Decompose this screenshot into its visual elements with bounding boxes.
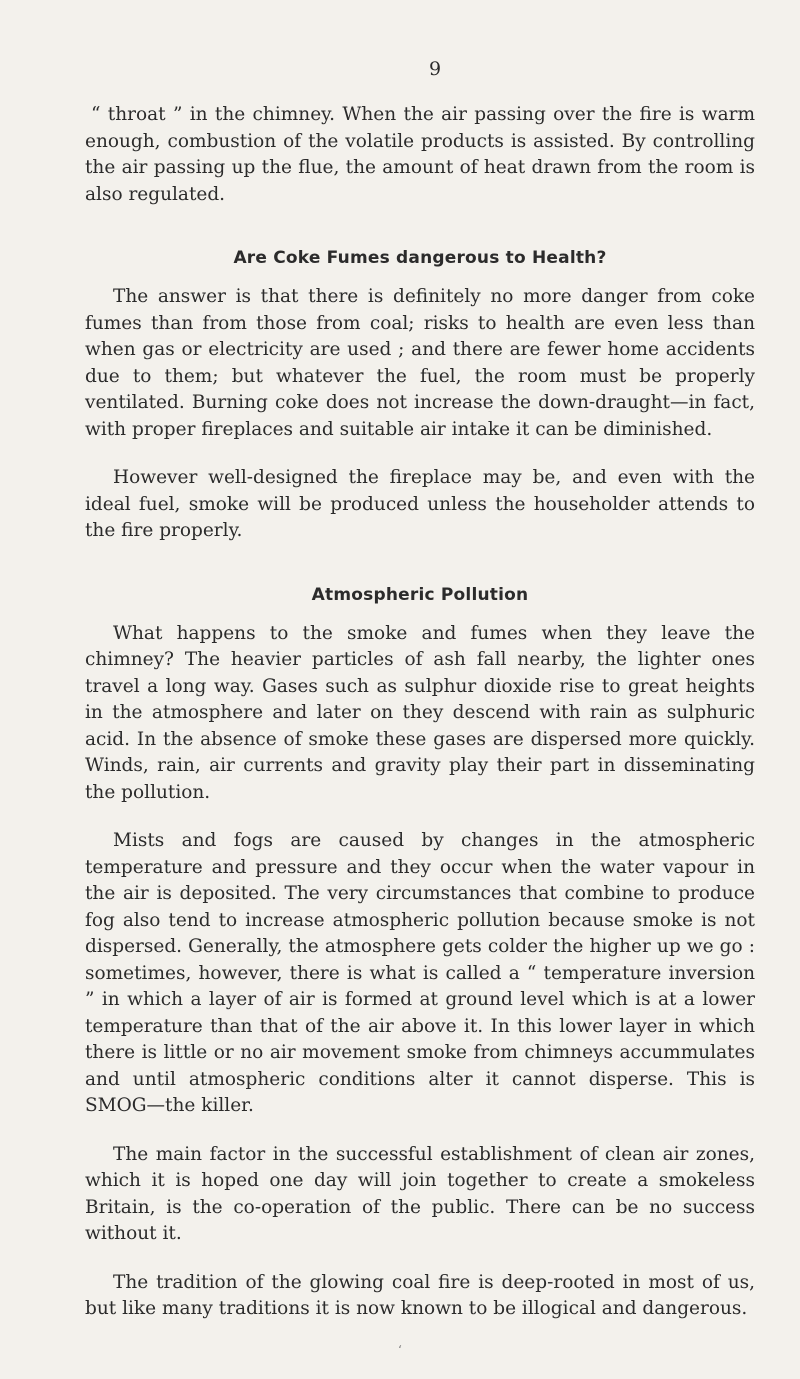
body-paragraph: The main factor in the successful establishment of clean air zones, which it is hoped one day will join together to create a smokeless Britain, is the co-operation of the public. There can be no success without it.	[85, 1143, 755, 1244]
body-paragraph: Mists and fogs are caused by changes in the atmospheric temperature and pressure and they occur when the water vapour in the air is deposited. The very circumstances that combine to produce fog also tend to increase atmospheric pollution because smoke is not dispersed. Generally, the atmosphere gets colder the higher up we go : sometimes, however, there is what is called a “ temperature inversion ” in which a layer of air is formed at ground level which is at a lower temperature than that of the air above it. In this lower layer in which there is little or no air movement smoke from chimneys accummulates and until atmospheric conditions alter it cannot disperse. This is SMOG—the killer.	[85, 830, 755, 1116]
body-paragraph: The tradition of the glowing coal fire is deep-rooted in most of us, but like many traditions it is now known to be illogical and dangerous.	[85, 1271, 755, 1319]
section-heading-coke-fumes: Are Coke Fumes dangerous to Health?	[233, 248, 607, 268]
body-paragraph: What happens to the smoke and fumes when they leave the chimney? The heavier particles of ash fall nearby, the lighter ones travel a long way. Gases such as sulphur dioxide rise to great heights in the atmosphere and later on they descend with rain as sulphuric acid. In the absence of smoke these gases are dispersed more quickly. Winds, rain, air currents and gravity play their part in disseminating the pollution.	[85, 622, 755, 803]
section-heading-atmospheric-pollution: Atmospheric Pollution	[311, 584, 529, 605]
footer-mark: ‘	[398, 1343, 402, 1357]
body-paragraph: The answer is that there is definitely no more danger from coke fumes than from those from coal; risks to health are even less than when gas or electricity are used ; and there are fewer home accidents due to them; but whatever the fuel, the room must be properly ventilated. Burning coke does not increase the down-draught—in fact, with proper fireplaces and suitable air intake it can be diminished.	[85, 286, 755, 440]
document-page	[85, 58, 755, 1345]
page-number: 9	[428, 58, 442, 80]
intro-paragraph: “ throat ” in the chimney. When the air passing over the fire is warm enough, combustion of the volatile products is assisted. By controlling the air passing up the flue, the amount of heat drawn from the room is also regulated.	[85, 104, 755, 205]
body-paragraph: However well-designed the fireplace may be, and even with the ideal fuel, smoke will be produced unless the householder attends to the fire properly.	[85, 467, 755, 541]
